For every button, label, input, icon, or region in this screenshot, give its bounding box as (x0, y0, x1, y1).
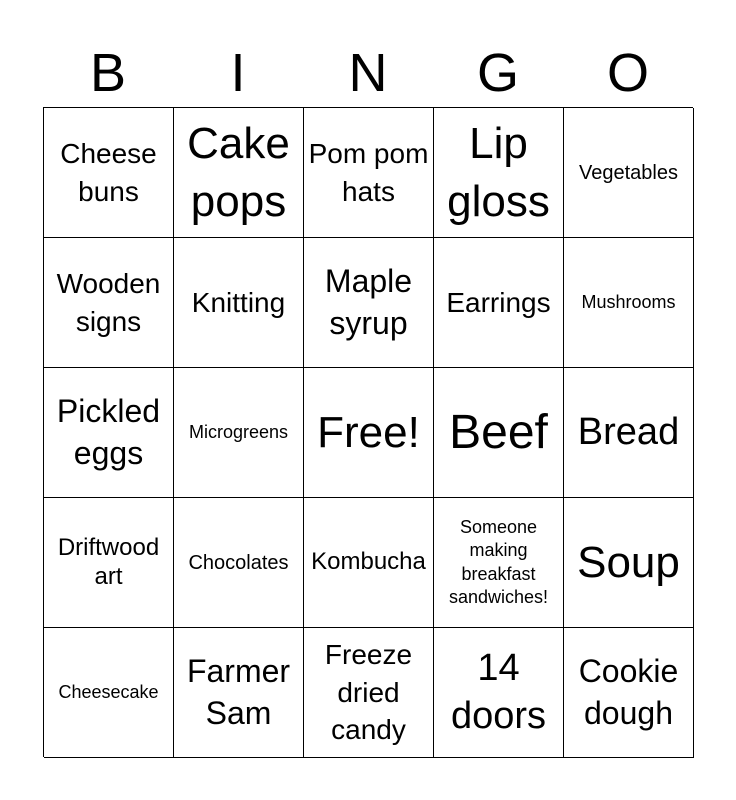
bingo-cell[interactable] (44, 498, 174, 628)
cell-label: Maple syrup (324, 262, 413, 341)
cell-label: 14 doors (450, 647, 547, 737)
bingo-cell[interactable] (564, 368, 694, 498)
free-space-cell[interactable] (304, 368, 434, 498)
header-letter-n: N (348, 43, 388, 103)
cell-label: Mushrooms (581, 291, 676, 312)
cell-label: Knitting (191, 286, 286, 318)
bingo-cell[interactable] (174, 238, 304, 368)
cell-label: Earrings (446, 286, 551, 318)
cell-label: Lip gloss (447, 119, 550, 226)
bingo-cell[interactable] (174, 108, 304, 238)
cell-label: Free! (317, 407, 420, 457)
bingo-header (43, 38, 693, 108)
header-letter-b: B (89, 43, 127, 103)
bingo-cell[interactable] (434, 238, 564, 368)
bingo-cell[interactable] (44, 238, 174, 368)
cell-label: Wooden signs (56, 267, 161, 337)
bingo-cell[interactable] (434, 498, 564, 628)
bingo-cell[interactable] (564, 108, 694, 238)
cell-label: Vegetables (579, 161, 678, 184)
cell-label: Beef (449, 405, 548, 459)
cell-label: Bread (577, 410, 680, 453)
cell-label: Cookie dough (578, 652, 679, 731)
bingo-cell[interactable] (564, 498, 694, 628)
bingo-grid (43, 107, 693, 757)
header-letter-o: O (606, 43, 649, 103)
cell-label: Driftwood art (57, 533, 160, 590)
cell-label: Pickled eggs (56, 392, 161, 471)
bingo-cell[interactable] (44, 108, 174, 238)
bingo-cell[interactable] (174, 368, 304, 498)
bingo-cell[interactable] (304, 108, 434, 238)
cell-label: Microgreens (188, 421, 289, 442)
bingo-cell[interactable] (304, 498, 434, 628)
bingo-cell[interactable] (564, 628, 694, 758)
header-letter-g: G (476, 43, 519, 103)
cell-label: Kombucha (311, 548, 426, 576)
bingo-cell[interactable] (434, 108, 564, 238)
bingo-cell[interactable] (434, 628, 564, 758)
cell-label: Chocolates (188, 551, 289, 574)
cell-label: Pom pom hats (308, 137, 429, 207)
header-letter-i: I (230, 43, 246, 103)
bingo-cell[interactable] (304, 628, 434, 758)
bingo-cell[interactable] (44, 628, 174, 758)
cell-label: Cake pops (187, 119, 290, 226)
cell-label: Farmer Sam (186, 652, 291, 731)
bingo-cell[interactable] (44, 368, 174, 498)
cell-label: Freeze dried candy (324, 638, 413, 746)
bingo-cell[interactable] (434, 368, 564, 498)
bingo-cell[interactable] (174, 498, 304, 628)
cell-label: Cheese buns (60, 137, 157, 207)
bingo-cell[interactable] (304, 238, 434, 368)
cell-label: Someone making breakfast sandwiches! (448, 516, 549, 607)
cell-label: Soup (577, 537, 680, 587)
bingo-cell[interactable] (564, 238, 694, 368)
cell-label: Cheesecake (58, 681, 159, 702)
bingo-cell[interactable] (174, 628, 304, 758)
